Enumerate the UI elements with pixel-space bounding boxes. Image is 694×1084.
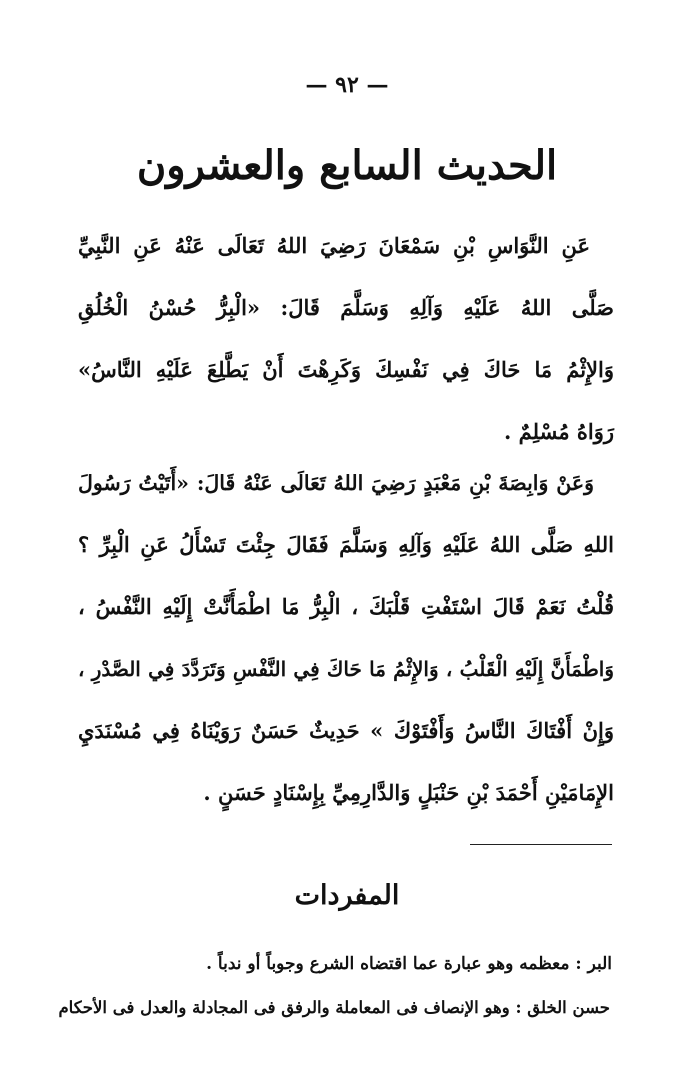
text-line: وَاطْمَأَنَّ إِلَيْهِ الْقَلْبُ ، وَالإِثْمُ مَا حَاكَ فِي النَّفْسِ وَتَرَدَّدَ فِي الصَّدْرِ ،	[78, 657, 614, 681]
page-number: — ٩٢ —	[305, 72, 389, 98]
text-line: وَالإِثْمُ مَا حَاكَ فِي نَفْسِكَ وَكَرِهْتَ أَنْ يَطَّلِعَ عَلَيْهِ النَّاسُ»	[78, 357, 614, 382]
hadith-paragraph-2	[78, 452, 614, 824]
vocabulary-list	[52, 942, 612, 1030]
vocabulary-entry: حسن الخلق : وهو الإنصاف فى المعاملة والرفق فى المجادلة والعدل فى الأحكام	[58, 998, 610, 1017]
vocabulary-entry: البر : معظمه وهو عبارة عما اقتضاه الشرع وجوباً أو ندباً .	[206, 954, 612, 974]
vocabulary-heading: المفردات	[294, 880, 400, 911]
text-line: صَلَّى اللهُ عَلَيْهِ وَآلِهِ وَسَلَّمَ قَالَ: «الْبِرُّ حُسْنُ الْخُلُقِ	[78, 295, 614, 320]
text-line: اللهِ صَلَّى اللهُ عَلَيْهِ وَآلِهِ وَسَلَّمَ فَقَالَ جِئْتَ تَسْأَلُ عَنِ الْبِرِّ ؟	[78, 532, 614, 557]
text-line: عَنِ النَّوَاسِ بْنِ سَمْعَانَ رَضِيَ اللهُ تَعَالَى عَنْهُ عَنِ النَّبِيِّ	[78, 233, 590, 258]
text-line: رَوَاهُ مُسْلِمٌ .	[504, 419, 614, 444]
chapter-title: الحديث السابع والعشرون	[136, 142, 558, 189]
text-line: وَعَنْ وَابِصَةَ بْنِ مَعْبَدٍ رَضِيَ اللهُ تَعَالَى عَنْهُ قَالَ: «أَتَيْتُ رَسُولَ	[78, 471, 594, 495]
text-line: الإِمَامَيْنِ أَحْمَدَ بْنِ حَنْبَلٍ وَالدَّارِمِيِّ بِإِسْنَادٍ حَسَنٍ .	[203, 780, 614, 805]
section-divider	[470, 844, 612, 845]
text-line: قُلْتُ نَعَمْ قَالَ اسْتَفْتِ قَلْبَكَ ، الْبِرُّ مَا اطْمَأَنَّتْ إِلَيْهِ النَّفْسُ ،	[78, 594, 614, 619]
text-line: وَإِنْ أَفْتَاكَ النَّاسُ وَأَفْتَوْكَ » حَدِيثٌ حَسَنٌ رَوَيْنَاهُ فِي مُسْنَدَيِ	[78, 718, 614, 743]
hadith-paragraph-1	[78, 215, 614, 463]
